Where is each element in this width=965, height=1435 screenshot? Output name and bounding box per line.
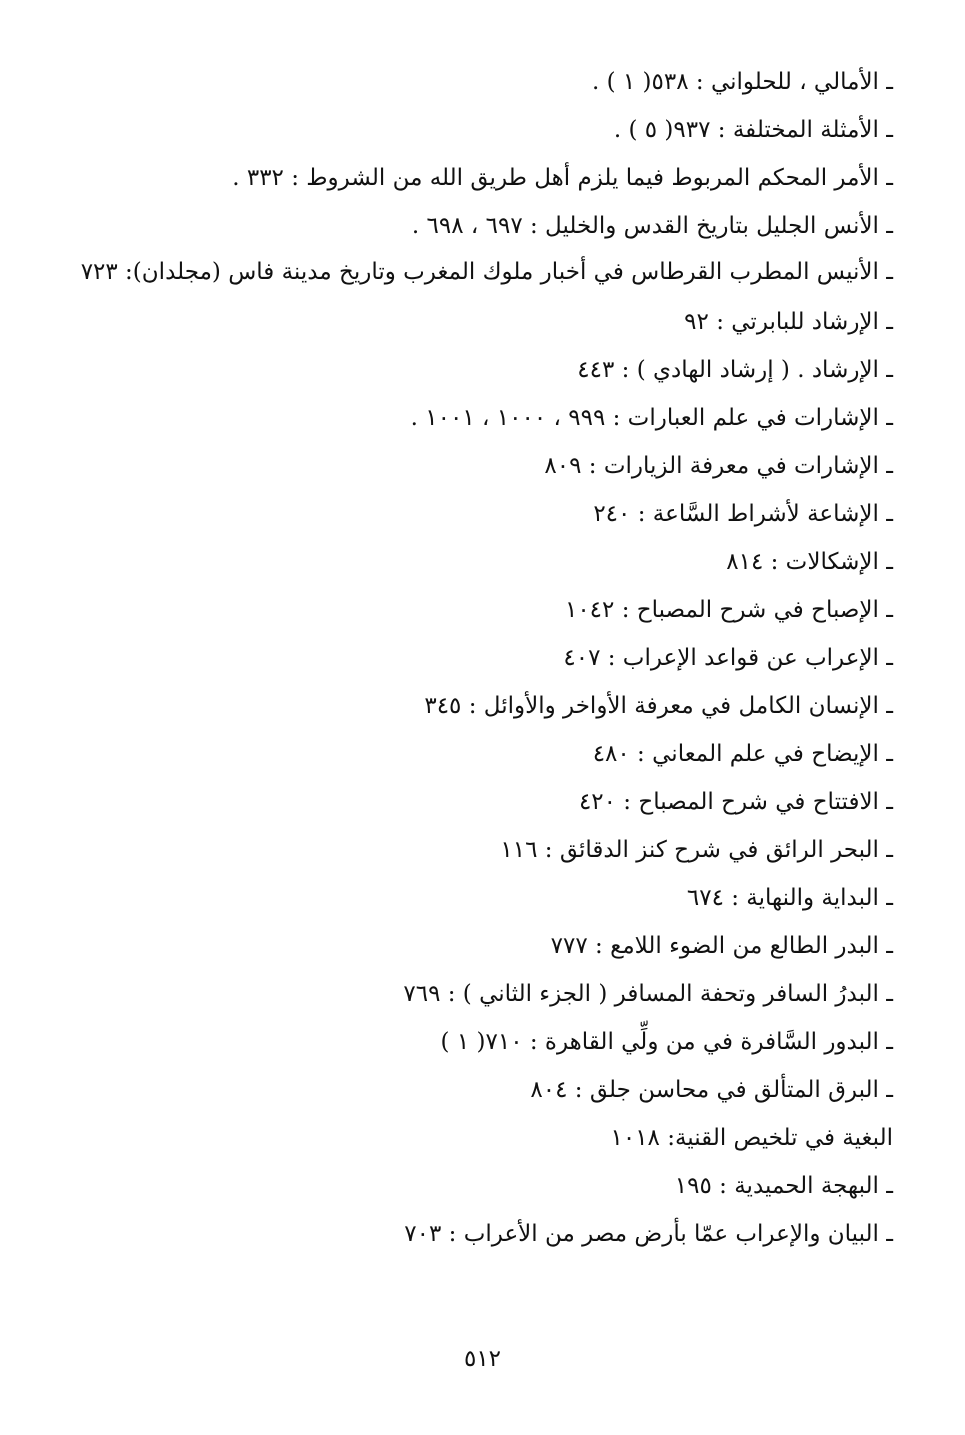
index-entry: ـ البدرُ السافر وتحفة المسافر ( الجزء الثاني ) : ٧٦٩ (403, 981, 893, 1007)
index-entry: ـ البدر الطالع من الضوء اللامع : ٧٧٧ (550, 933, 893, 959)
index-entry: ـ الإعراب عن قواعد الإعراب : ٤٠٧ (563, 645, 893, 671)
index-entry: ـ الإصباح في شرح المصباح : ١٠٤٢ (564, 597, 893, 623)
index-entry: ـ الأنس الجليل بتاريخ القدس والخليل : ٦٩٧ ، ٦٩٨ . (411, 213, 893, 239)
index-entry: ـ الإشكالات : ٨١٤ (726, 549, 893, 575)
index-entry: ـ الإرشاد للبابرتي : ٩٢ (684, 309, 893, 335)
index-entry: ـ الإشارات في علم العبارات : ٩٩٩ ، ١٠٠٠ ، ١٠٠١ . (410, 405, 893, 431)
index-entry: ـ الإشارات في معرفة الزيارات : ٨٠٩ (544, 453, 893, 479)
index-entry: ـ الأمالي ، للحلواني : ٥٣٨( ١ ) . (591, 69, 893, 95)
index-entry: ـ الأنيس المطرب القرطاس في أخبار ملوك المغرب وتاريخ مدينة فاس (مجلدان): ٧٢٣ (80, 259, 893, 285)
index-entry: ـ البداية والنهاية : ٦٧٤ (686, 885, 893, 911)
index-entry: ـ الأمر المحكم المربوط فيما يلزم أهل طريق الله من الشروط : ٣٣٢ . (232, 165, 893, 191)
index-entry: ـ البرق المتألق في محاسن جلق : ٨٠٤ (530, 1077, 893, 1103)
index-entry: ـ الإشاعة لأشراط السَّاعة : ٢٤٠ (593, 501, 893, 527)
index-entry: ـ الإرشاد . ( إرشاد الهادي ) : ٤٤٣ (577, 357, 893, 383)
index-entry: ـ البيان والإعراب عمّا بأرض مصر من الأعراب : ٧٠٣ (404, 1221, 893, 1247)
index-entry-list (40, 58, 893, 1258)
index-entry: ـ الافتتاح في شرح المصباح : ٤٢٠ (578, 789, 893, 815)
page-number: ٥١٢ (463, 1346, 502, 1372)
index-entry: ـ الإنسان الكامل في معرفة الأواخر والأوائل : ٣٤٥ (424, 693, 893, 719)
index-entry: ـ الإيضاح في علم المعاني : ٤٨٠ (592, 741, 893, 767)
index-entry: البغية في تلخيص القنية: ١٠١٨ (610, 1125, 893, 1151)
index-entry: ـ الأمثلة المختلفة : ٩٣٧( ٥ ) . (613, 117, 893, 143)
index-entry: ـ البحر الرائق في شرح كنز الدقائق : ١١٦ (500, 837, 893, 863)
index-entry: ـ البهجة الحميدية : ١٩٥ (674, 1173, 893, 1199)
index-entry: ـ البدور السَّافرة في من ولِّي القاهرة : ٧١٠( ١ ) (440, 1029, 893, 1055)
